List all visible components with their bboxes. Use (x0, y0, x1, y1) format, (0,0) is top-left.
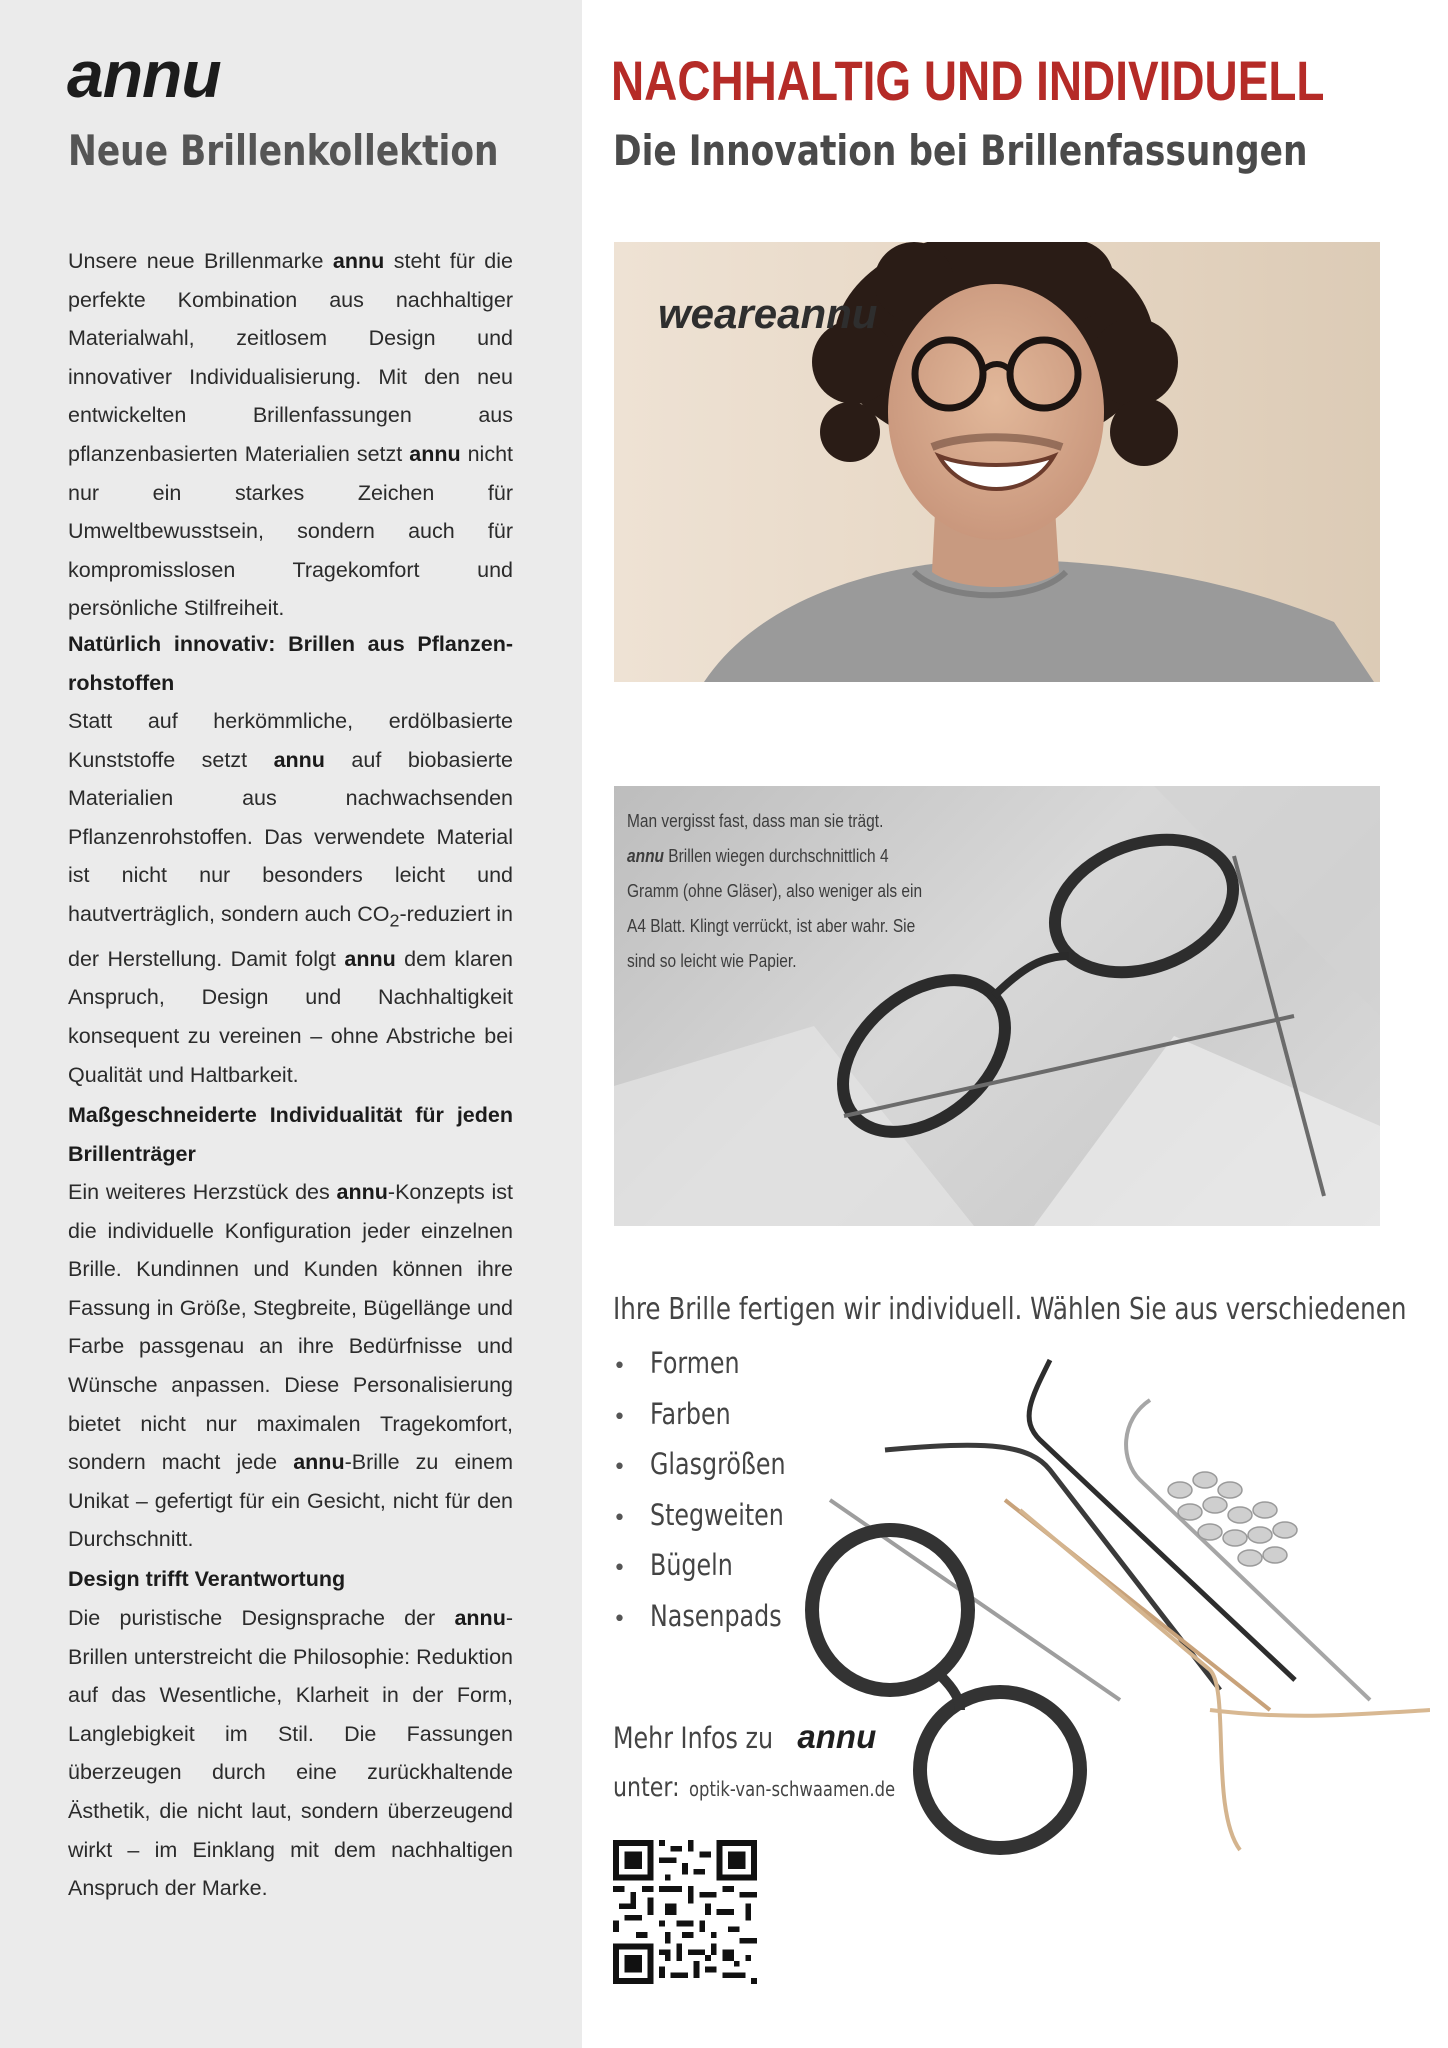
bullet-icon: • (613, 1606, 626, 1632)
option-item: • Formen (613, 1338, 815, 1389)
glasses-photo (614, 786, 1380, 1226)
option-list (613, 1338, 815, 1641)
website-line: unter: optik-van-schwaamen.de (613, 1772, 896, 1803)
portrait-photo (614, 242, 1380, 682)
section-heading-individual: Maßgeschneiderte Individualität für jeden Brillenträger (68, 1103, 513, 1166)
headline: NACHHALTIG UND INDIVIDUELL (611, 49, 1325, 112)
section-paragraph-natural: Statt auf herkömmliche, erdölbasierte Kunststoffe setzt annu auf biobasierte Materialien aus nachwachsenden Pflanzenrohstoffen. Das verwendete Material ist nicht nur besonders leicht und hautverträglich, sondern auch $CO_2$-reduziert in der Herstellung. Damit folgt annu dem klaren Anspruch, Design und Nachhaltigkeit konsequent zu vereinen – ohne Abstriche bei Qualität und Haltbarkeit. (68, 709, 514, 1087)
brand-logo: annu (67, 37, 221, 111)
weight-claim-text: Man vergisst fast, dass man sie trägt. annu Brillen wiegen durchschnittlich 4 Gramm (ohne Gläser), also weniger als ein A4 Blatt. Klingt verrückt, ist aber wahr. Sie sind so leicht wie Papier. (627, 811, 923, 971)
frame-parts-illustration (790, 1350, 1430, 1890)
option-item: • Nasenpads (613, 1591, 815, 1642)
option-item: • Bügeln (613, 1540, 815, 1591)
photo-brand-tag: weareannu (658, 290, 878, 337)
bullet-icon: • (613, 1404, 626, 1430)
page-subtitle: Neue Brillenkollektion (68, 126, 499, 175)
option-item: • Glasgrößen (613, 1439, 815, 1490)
more-info-line: Mehr Infos zu annu (613, 1718, 877, 1755)
section-paragraph-design: Die puristische Designsprache der annu-Brillen unterstreicht die Philosophie: Reduktion auf das Wesentliche, Klarheit in der Form, Langlebigkeit im Stil. Die Fassungen überzeugen durch eine zurückhaltende Ästhetik, die nicht laut, sondern überzeugend wirkt – im Einklang mit dem nachhaltigen Anspruch der Marke. (68, 1606, 513, 1901)
headline-subtitle: Die Innovation bei Brillenfassungen (613, 126, 1308, 175)
bullet-icon: • (613, 1556, 626, 1581)
left-column (0, 0, 582, 2048)
bullet-icon: • (613, 1505, 626, 1531)
section-paragraph-individual: Ein weiteres Herzstück des annu-Konzepts ist die individuelle Konfiguration jeder einzelnen Brille. Kundinnen und Kunden können ihre Fassung in Größe, Stegbreite, Bügellänge und Farbe passgenau an ihre Bedürfnisse und Wünsche anpassen. Diese Personalisierung bietet nicht nur maximalen Tragekomfort, sondern macht jede annu-Brille zu einem Unikat – gefertigt für ein Gesicht, nicht für den Durchschnitt. (68, 1180, 514, 1552)
qr-code[interactable] (613, 1840, 757, 1984)
bullet-icon: • (613, 1455, 626, 1480)
option-item: • Stegweiten (613, 1490, 815, 1541)
section-heading-design: Design trifft Verantwortung (68, 1567, 346, 1591)
option-item: • Farben (613, 1389, 815, 1440)
brand-mark-small: annu (797, 1718, 877, 1755)
intro-paragraph: Unsere neue Brillenmarke annu steht für die perfekte Kombination aus nachhaltiger Materialwahl, zeitlosem Design und innovativer Individualisierung. Mit den neu entwickelten Brillenfassungen aus pflanzenbasierten Materialien setzt annu nicht nur ein starkes Zeichen für Umweltbewusstsein, sondern auch für kompromisslosen Tragekomfort und persönliche Stilfreiheit. (68, 249, 514, 621)
configuration-heading: Ihre Brille fertigen wir individuell. Wählen Sie aus verschiedenen (613, 1292, 1407, 1327)
website-link[interactable]: optik-van-schwaamen.de (689, 1777, 896, 1801)
section-heading-natural: Natürlich innovativ: Brillen aus Pflanzen-rohstoffen (68, 632, 513, 695)
bullet-icon: • (613, 1354, 626, 1379)
